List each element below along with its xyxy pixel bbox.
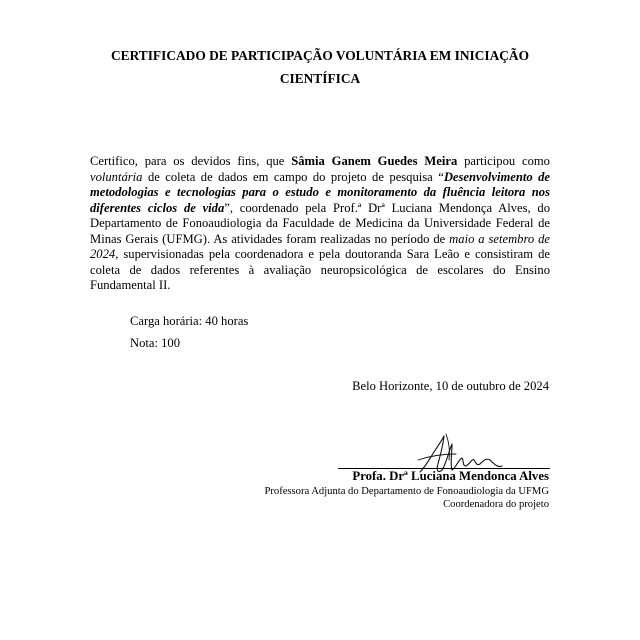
certificate-body <box>90 154 550 294</box>
body-text-4: ”, coordenado pela Prof.ª Drª Luciana Mendonça Alves, do Departamento de Fonoaudiologia da Faculdade de Medicina da Universidade Federal de Minas Gerais (UFMG). As atividades foram realizadas no período de <box>90 200 550 246</box>
certificate-title: CERTIFICADO DE PARTICIPAÇÃO VOLUNTÁRIA EM INICIAÇÃO CIENTÍFICA <box>110 48 530 86</box>
body-text-5: supervisionadas pela coordenadora e pela doutoranda Sara Leão e consistiram de coleta de dados referentes à avaliação neuropsicológica de escolares do Ensino Fundamental II. <box>90 247 550 292</box>
signatory-position: Professora Adjunta do Departamento de Fonoaudiologia da UFMG <box>264 486 549 497</box>
signatory-name: Profa. Drª Luciana Mendonca Alves <box>352 469 549 483</box>
project-title: Desenvolvimento de metodologias e tecnologias para o estudo e monitoramento da fluência leitora nos diferentes ciclos de vida <box>90 169 550 215</box>
body-text-3: de coleta de dados em campo do projeto de pesquisa “ <box>142 169 444 184</box>
participant-name: Sâmia Ganem Guedes Meira <box>291 154 458 168</box>
signatory-project-role: Coordenadora do projeto <box>443 499 549 510</box>
workload: Carga horária: 40 horas <box>130 314 249 328</box>
body-text-2: participou como <box>457 154 550 168</box>
grade: Nota: 100 <box>130 336 181 350</box>
body-text-1: Certifico, para os devidos fins, que <box>90 154 292 168</box>
activity-period: maio a setembro de 2024, <box>90 231 550 261</box>
participation-role: voluntária <box>90 169 143 184</box>
place-date: Belo Horizonte, 10 de outubro de 2024 <box>352 379 549 393</box>
